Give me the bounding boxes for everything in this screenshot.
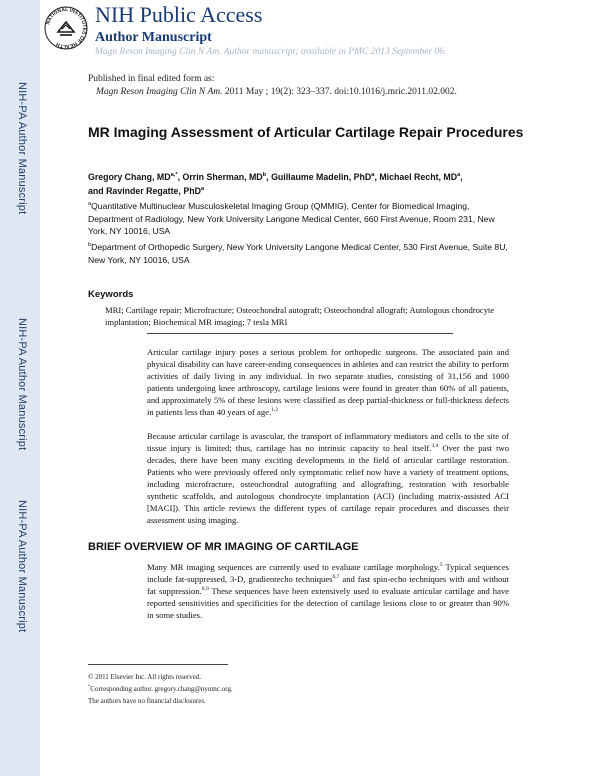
availability-text: Author manuscript; available in PMC 2013 September 06. bbox=[223, 47, 447, 57]
section-heading: BRIEF OVERVIEW OF MR IMAGING OF CARTILAGE bbox=[88, 541, 359, 553]
published-label: Published in final edited form as: bbox=[88, 74, 215, 84]
abstract-paragraph: Articular cartilage injury poses a serious problem for orthopedic surgeons. The associated pain and physical disability can have career-ending consequences in athletes and can restrict the ability to perform activities of daily living in any individual. In two separate studies, consisting of 31,156 and 1000 patients undergoing knee arthroscopy, cartilage lesions were found in greater than 60% of all patients, and approximately 5% of these lesions were classified as deep partial-thickness or full-thickness defects in patients less than 40 years of age.$^{1,2}$ bbox=[147, 347, 509, 417]
divider bbox=[147, 333, 453, 334]
author: Michael Recht, $MD^a$ bbox=[379, 172, 461, 182]
nih-logo bbox=[44, 6, 88, 50]
author: and Ravinder Regatte, PhD$^a$ bbox=[88, 186, 205, 196]
body-paragraph: Many MR imaging sequences are currently used to evaluate cartilage morphology.$^5$ Typical sequences include fat-suppressed, 3-D, gradientecho techniques$^{6,7}$ and fast spin-echo techniques with and without fat suppression.$^{8,9}$ These sequences have been extensively used to evaluate articular cartilage and have reported sensitivities and specificities for the detection of cartilage lesions close to or greater than 90% in some studies. bbox=[147, 562, 509, 620]
abstract-paragraph: Because articular cartilage is avascular, the transport of inflammatory mediators and cells to the site of tissue injury is limited; thus, cartilage has no intrinsic capacity to heal itself.$^{3,4}$ Over the past two decades, there have been many exciting developments in the field of articular cartilage restoration. Patients who were previously offered only symptomatic relief now have a variety of treatment options, including microfracture, osteochondral autografting and allografting, restoration with resorbable synthetic scaffolds, and autologous chondrocyte implantation (ACI) (including matrix-assisted ACI [MACI]). This article reviews the different types of cartilage repair procedures and discusses their assessment using imaging. bbox=[147, 431, 509, 525]
publication-info bbox=[88, 73, 457, 99]
published-citation: 2011 May ; 19(2): 323–337. doi:10.1016/j.mric.2011.02.002. bbox=[224, 87, 457, 97]
keywords-text: MRI; Cartilage repair; Microfracture; Osteochondral autograft; Osteochondral allograft; Autologous chondrocyte implantation; Biochemical MR imaging; 7 tesla MRI bbox=[105, 305, 495, 327]
availability-line bbox=[95, 47, 446, 57]
manuscript-label: Author Manuscript bbox=[95, 30, 212, 45]
affiliation: $^b$Department of Orthopedic Surgery, New York University Langone Medical Center, 530 First Avenue, Suite 8U, New York, NY 10016, USA bbox=[88, 242, 508, 265]
copyright-note: © 2011 Elsevier Inc. All rights reserved. bbox=[88, 673, 202, 681]
article-title: MR Imaging Assessment of Articular Cartilage Repair Procedures bbox=[88, 124, 524, 140]
author: Guillaume Madelin, PhD$^a$ bbox=[271, 172, 375, 182]
author: Orrin Sherman, $MD^b$ bbox=[182, 172, 267, 182]
sidebar-label bbox=[16, 318, 28, 328]
journal-abbrev: Magn Reson Imaging Clin N Am. bbox=[95, 47, 222, 57]
svg-text:NATIONAL INSTITUTES OF HEALTH: NATIONAL INSTITUTES OF HEALTH bbox=[45, 6, 88, 50]
keywords-heading: Keywords bbox=[88, 289, 134, 300]
sidebar-label bbox=[16, 500, 28, 510]
corresponding-author-note: *Corresponding author. gregory.chang@nyumc.org. bbox=[88, 683, 233, 693]
author: Gregory Chang, $MD^{a,*}$ bbox=[88, 172, 178, 182]
author-list: Gregory Chang, $MD^{a,*}$, Orrin Sherman, $MD^b$, Guillaume Madelin, PhD$^a$, Michael Recht, $MD^a$, and Ravinder Regatte, PhD$^a$ bbox=[88, 172, 463, 196]
affiliation: $^a$Quantitative Multinuclear Musculoskeletal Imaging Group (QMMIG), Center for Biomedical Imaging, Department of Radiology, New York University Langone Medical Center, 660 First Avenue, Room 231, New York, NY 10016, USA bbox=[88, 201, 495, 236]
footnote-divider bbox=[88, 664, 228, 665]
disclosure-note: The authors have no financial disclosures. bbox=[88, 697, 206, 705]
repository-title: NIH Public Access bbox=[95, 2, 263, 27]
published-journal: Magn Reson Imaging Clin N Am. bbox=[96, 87, 223, 97]
eagle-emblem-icon bbox=[58, 22, 74, 35]
sidebar-label bbox=[16, 82, 28, 92]
